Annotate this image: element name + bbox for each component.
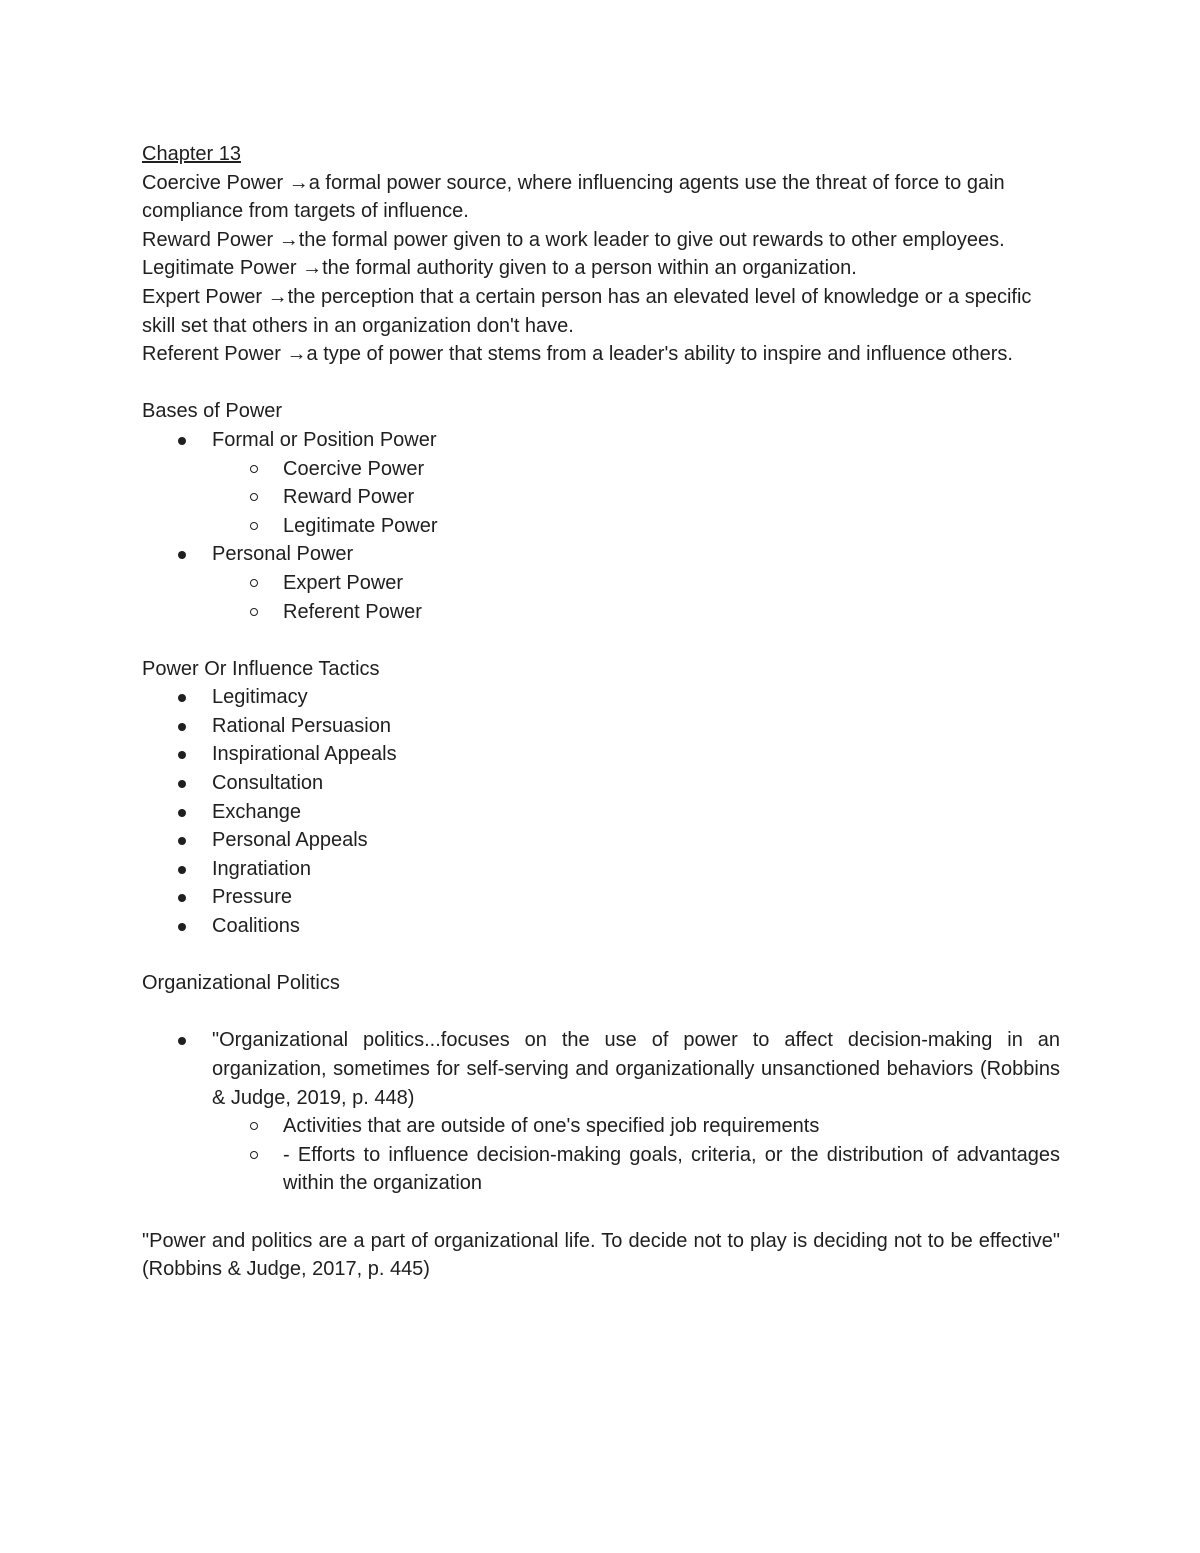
definition-expert: Expert Power →the perception that a certain person has an elevated level of knowledge or a specific skill set that others in an organization don't have. xyxy=(142,285,1032,337)
list-item xyxy=(142,569,1060,598)
bullet-circle-icon xyxy=(250,1151,258,1159)
list-item-label: Inspirational Appeals xyxy=(212,743,397,766)
list-item xyxy=(142,712,1060,741)
personal-power-sublist xyxy=(142,569,1060,626)
list-item xyxy=(142,598,1060,627)
spacer xyxy=(142,941,1060,970)
definition-reward: Reward Power →the formal power given to a work leader to give out rewards to other employees. xyxy=(142,228,1005,251)
list-item xyxy=(142,426,1060,455)
closing-quote: "Power and politics are a part of organizational life. To decide not to play is deciding not to be effective" (Robbins & Judge, 2017, p. 445) xyxy=(142,1229,1060,1281)
list-item-label: - Efforts to influence decision-making goals, criteria, or the distribution of advantages within the organization xyxy=(283,1143,1060,1195)
list-item xyxy=(142,740,1060,769)
document-page xyxy=(142,140,1060,1284)
list-item xyxy=(142,512,1060,541)
spacer xyxy=(142,369,1060,398)
bullet-dot-icon xyxy=(178,894,186,902)
list-item xyxy=(142,883,1060,912)
definition-referent: Referent Power →a type of power that stems from a leader's ability to inspire and influence others. xyxy=(142,343,1013,366)
list-item xyxy=(142,1141,1060,1198)
list-item xyxy=(142,855,1060,884)
bullet-circle-icon xyxy=(250,579,258,587)
bullet-circle-icon xyxy=(250,608,258,616)
bullet-dot-icon xyxy=(178,837,186,845)
list-item xyxy=(142,455,1060,484)
bases-of-power-list xyxy=(142,426,1060,455)
bullet-dot-icon xyxy=(178,751,186,759)
bullet-dot-icon xyxy=(178,694,186,702)
list-item xyxy=(142,1026,1060,1112)
list-item-label: Legitimacy xyxy=(212,686,308,709)
bullet-circle-icon xyxy=(250,1122,258,1130)
bullet-dot-icon xyxy=(178,809,186,817)
list-item xyxy=(142,483,1060,512)
list-item-label: Personal Power xyxy=(212,543,354,566)
definition-legitimate: Legitimate Power →the formal authority given to a person within an organization. xyxy=(142,257,857,280)
list-item xyxy=(142,683,1060,712)
politics-quote: "Organizational politics...focuses on the use of power to affect decision-making in an organization, sometimes for self-serving and organizationally unsanctioned behaviors (Robbins & Judge, 2019, p. 448) xyxy=(212,1029,1060,1109)
list-item xyxy=(142,798,1060,827)
list-item-label: Activities that are outside of one's specified job requirements xyxy=(283,1115,820,1138)
bullet-circle-icon xyxy=(250,465,258,473)
bullet-dot-icon xyxy=(178,780,186,788)
bullet-dot-icon xyxy=(178,723,186,731)
list-item xyxy=(142,1112,1060,1141)
bullet-dot-icon xyxy=(178,1037,186,1045)
politics-list xyxy=(142,1026,1060,1112)
spacer xyxy=(142,1198,1060,1227)
bullet-dot-icon xyxy=(178,437,186,445)
list-item xyxy=(142,769,1060,798)
definition-coercive: Coercive Power →a formal power source, where influencing agents use the threat of force to gain compliance from targets of influence. xyxy=(142,171,1005,223)
list-item-label: Formal or Position Power xyxy=(212,428,437,451)
tactics-title: Power Or Influence Tactics xyxy=(142,657,380,680)
list-item xyxy=(142,826,1060,855)
list-item-label: Coalitions xyxy=(212,915,300,938)
list-item-label: Expert Power xyxy=(283,571,404,594)
bullet-circle-icon xyxy=(250,493,258,501)
politics-title: Organizational Politics xyxy=(142,972,340,995)
bullet-dot-icon xyxy=(178,923,186,931)
list-item xyxy=(142,540,1060,569)
list-item-label: Personal Appeals xyxy=(212,829,368,852)
chapter-title: Chapter 13 xyxy=(142,143,241,165)
list-item-label: Legitimate Power xyxy=(283,514,438,537)
list-item-label: Consultation xyxy=(212,772,324,795)
bullet-dot-icon xyxy=(178,551,186,559)
list-item-label: Ingratiation xyxy=(212,857,311,880)
list-item-label: Reward Power xyxy=(283,486,415,509)
formal-power-sublist xyxy=(142,455,1060,541)
list-item-label: Referent Power xyxy=(283,600,422,623)
bullet-dot-icon xyxy=(178,866,186,874)
list-item-label: Rational Persuasion xyxy=(212,714,391,737)
bases-of-power-list xyxy=(142,540,1060,569)
bases-of-power-title: Bases of Power xyxy=(142,400,283,423)
spacer xyxy=(142,998,1060,1027)
tactics-list xyxy=(142,683,1060,940)
list-item-label: Coercive Power xyxy=(283,457,425,480)
list-item xyxy=(142,912,1060,941)
bullet-circle-icon xyxy=(250,522,258,530)
list-item-label: Pressure xyxy=(212,886,293,909)
politics-sublist xyxy=(142,1112,1060,1198)
spacer xyxy=(142,626,1060,655)
list-item-label: Exchange xyxy=(212,800,301,823)
